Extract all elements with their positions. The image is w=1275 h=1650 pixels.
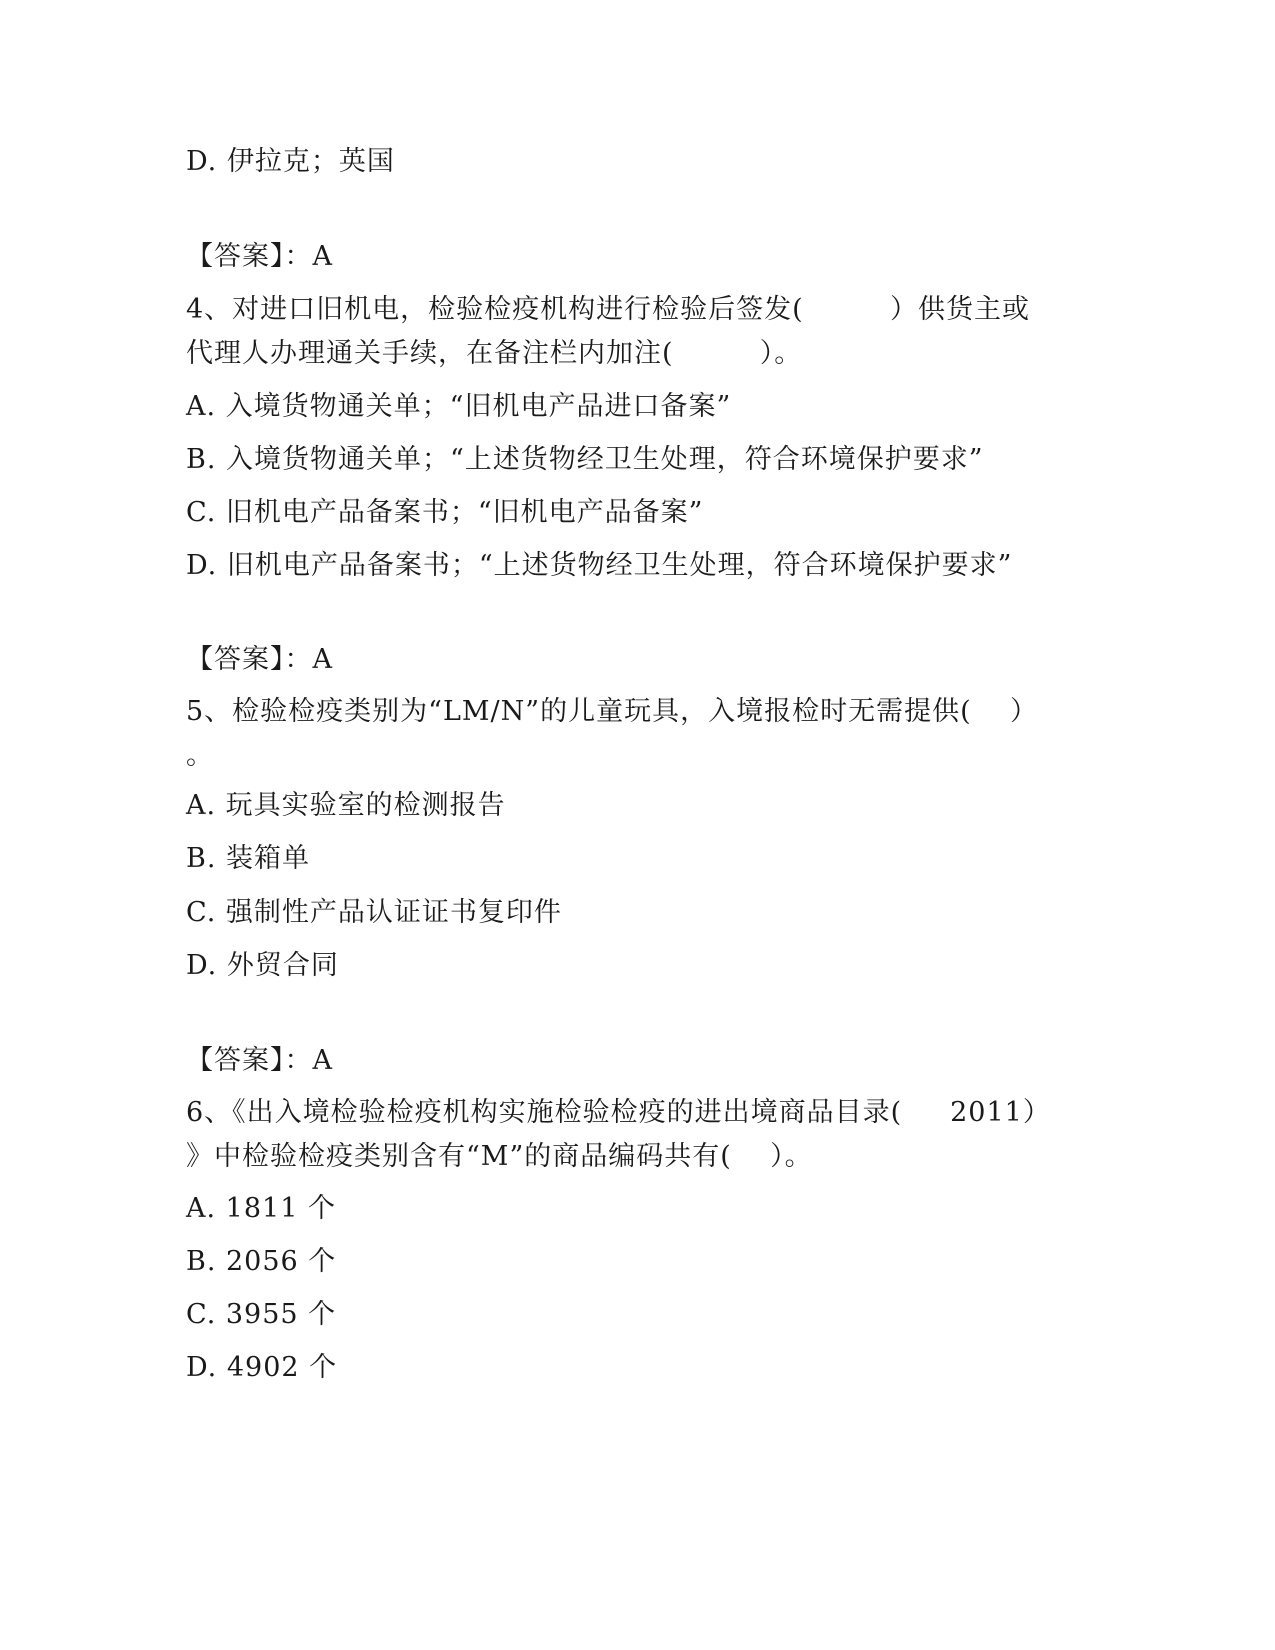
- q5-stem-line2: 。: [186, 740, 214, 771]
- q4-stem-line1: 4、对进口旧机电，检验检疫机构进行检验后签发( ）供货主或: [186, 294, 1030, 325]
- q6-option-a: A. 1811 个: [186, 1193, 336, 1224]
- q4-answer: 【答案】：A: [186, 644, 333, 675]
- q5-option-d: D. 外贸合同: [186, 950, 339, 981]
- q4-option-a: A. 入境货物通关单；“旧机电产品进口备案”: [186, 391, 732, 422]
- q5-stem-line1: 5、检验检疫类别为“LM/N”的儿童玩具，入境报检时无需提供( ）: [186, 696, 1038, 727]
- q4-stem-line2: 代理人办理通关手续，在备注栏内加注( ）。: [186, 338, 803, 369]
- q6-option-d: D. 4902 个: [186, 1352, 338, 1383]
- q5-option-c: C. 强制性产品认证证书复印件: [186, 897, 562, 928]
- q6-option-c: C. 3955 个: [186, 1299, 337, 1330]
- q4-option-b: B. 入境货物通关单；“上述货物经卫生处理，符合环境保护要求”: [186, 444, 984, 475]
- q5-answer: 【答案】：A: [186, 1045, 333, 1076]
- q3-answer: 【答案】：A: [186, 241, 333, 272]
- q4-option-d: D. 旧机电产品备案书；“上述货物经卫生处理，符合环境保护要求”: [186, 550, 1013, 581]
- q4-option-c: C. 旧机电产品备案书；“旧机电产品备案”: [186, 497, 704, 528]
- q6-stem-line1: 6、《出入境检验检疫机构实施检验检疫的进出境商品目录( 2011）: [186, 1097, 1051, 1128]
- q3-option-d: D. 伊拉克；英国: [186, 146, 395, 177]
- q5-option-a: A. 玩具实验室的检测报告: [186, 790, 506, 821]
- q6-option-b: B. 2056 个: [186, 1246, 337, 1277]
- q6-stem-line2: 》中检验检疫类别含有“M”的商品编码共有( ）。: [186, 1141, 813, 1172]
- q5-option-b: B. 装箱单: [186, 843, 311, 874]
